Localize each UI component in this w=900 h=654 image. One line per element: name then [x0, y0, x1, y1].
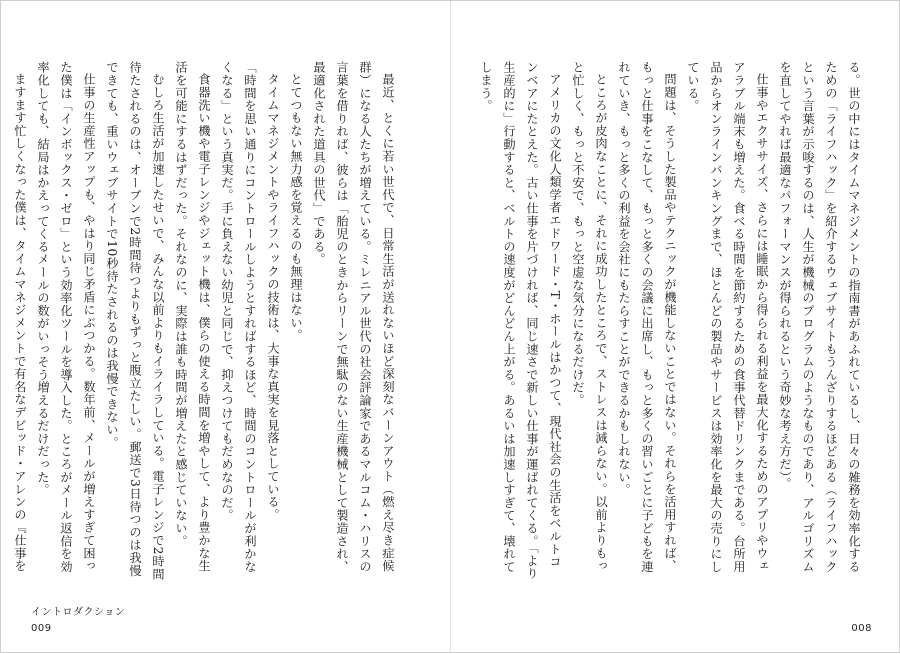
paragraph: る。世の中にはタイムマネジメントの指南書があふれているし、日々の雑務を効率化するための「ライフハック」を紹介するウェブサイトもうんざりするほどある（ライフハックという言葉が示唆するのは、人生が機械のプログラムのようなものであり、アルゴリズムを直してやれば最適なパフォーマンスが得られるという奇妙な考え方だ）。 [778, 61, 861, 573]
right-page [451, 1, 900, 654]
paragraph: 「時間を思い通りにコントロールしようとすればするほど、時間のコントロールが利かなくなる」という真実だ。手に負えない幼児と同じで、抑えつけてもだめなのだ。 [220, 61, 257, 573]
page-number: 008 [851, 623, 872, 634]
page-number: 009 [31, 623, 52, 634]
right-page-text [479, 61, 865, 581]
paragraph: 食器洗い機や電子レンジやジェット機は、僕らの使える時間を増やして、より豊かな生活を可能にするはずだった。それなのに、実際は誰も時間が増えたと感じていない。 [174, 61, 211, 573]
paragraph: とてつもない無力感を覚えるのも無理はない。 [289, 73, 303, 342]
paragraph: 問題は、そうした製品やテクニックが機能しないことではない。それらを活用すれば、もっと仕事をこなして、もっと多くの会議に出席し、もっと多くの習いごとに子どもを連れていき、もっと多くの利益を会社にもたらすことができるかもしれない。 [617, 61, 677, 573]
paragraph: タイムマネジメントやライフハックの技術は、大事な真実を見落としている。 [266, 73, 280, 522]
paragraph: 最近、とくに若い世代で、日常生活が送れないほど深刻なバーンアウト（燃え尽き症候群）になる人たちが増えている。ミレニアル世代の社会評論家であるマルコム・ハリスの言葉を借りれば、彼らは「胎児のときからリーンで無駄のない生産機械として製造され、最適化された道具の世代」である。 [312, 61, 395, 573]
paragraph: ますます忙しくなった僕は、タイムマネジメントで有名なデビッド・アレンの『仕事を [13, 73, 27, 573]
paragraph: ところが皮肉なことに、それに成功したところで、ストレスは減らない。以前よりもっと忙しく、もっと不安で、もっと空虚な気分になるだけだ。 [571, 61, 608, 573]
paragraph: むしろ生活が加速したせいで、みんな以前よりもイライラしている。電子レンジで2時間待たされるのは、オーブンで2時間待つよりもずっと腹立たしい。郵送で3日待つのは我慢できても、重いウェブサイトで10秒待たされるのは我慢できない。 [105, 61, 165, 581]
paragraph: アメリカの文化人類学者エドワード・T・ホールはかつて、現代社会の生活をベルトコンベアにたとえた。古い仕事を片づければ、同じ速さで新しい仕事が運ばれてくる。「より生産的に」行動すると、ベルトの速度がどんどん上がる。あるいは加速しすぎて、壊れてしまう。 [479, 61, 562, 580]
left-page-text [13, 61, 399, 581]
left-page [1, 1, 450, 654]
paragraph: 仕事やエクササイズ、さらには睡眠から得られる利益を最大化するためのアプリやウェアラブル端末も増えた。食べる時間を節約するための食事代替ドリンクまである。台所用品からオンラインバンキングまで、ほとんどの製品やサービスは効率化を最大の売りにしている。 [686, 61, 769, 573]
running-head: イントロダクション [31, 607, 126, 618]
paragraph: 仕事の生産性アップも、やはり同じ矛盾にぶつかる。数年前、メールが増えすぎて困った僕は「インボックス・ゼロ」という効率化ツールを導入した。ところがメール返信を効率化しても、結局はかえってくるメールの数がいっそう増えるだけだった。 [36, 61, 96, 573]
